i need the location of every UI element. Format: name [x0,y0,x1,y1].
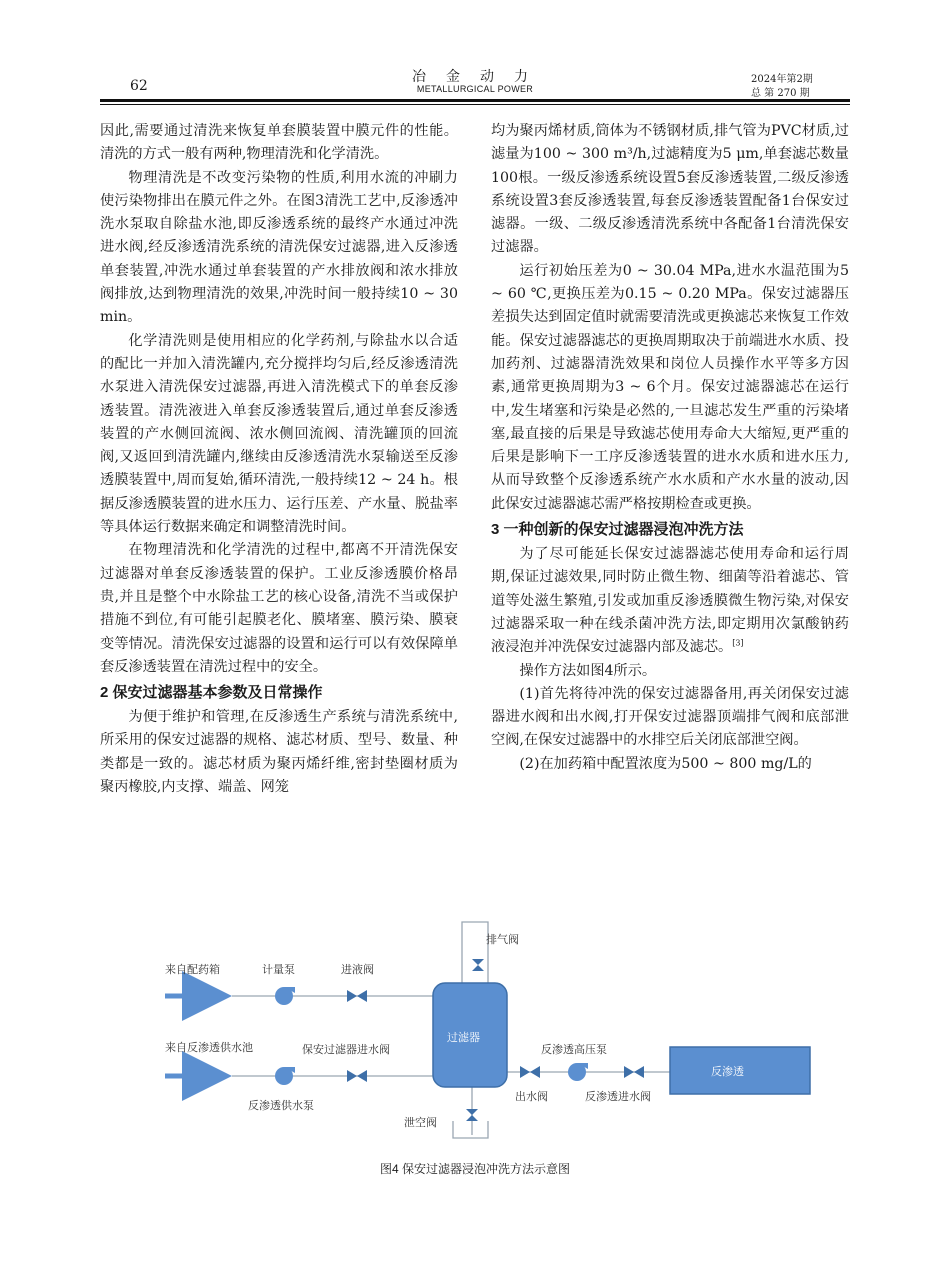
left-column [100,120,458,799]
paragraph: 化学清洗则是使用相应的化学药剂,与除盐水以合适的配比一并加入清洗罐内,充分搅拌均匀后,经反渗透清洗水泵进入清洗保安过滤器,再进入清洗模式下的单套反渗透装置。清洗液进入单套反渗透装置后,通过单套反渗透装置的产水侧回流阀、浓水侧回流阀、清洗罐顶的回流阀,又返回到清洗罐内,继续由反渗透清洗水泵输送至反渗透膜装置中,周而复始,循环清洗,一般持续12 ~ 24 h。根据反渗透膜装置的进水压力、运行压差、产水量、脱盐率等具体运行数据来确定和调整清洗时间。 [100,332,458,536]
flow-diagram [140,905,860,1155]
paragraph: 物理清洗是不改变污染物的性质,利用水流的冲刷力使污染物排出在膜元件之外。在图3清洗工艺中,反渗透冲洗水泵取自除盐水池,即反渗透系统的最终产水通过冲洗进水阀,经反渗透清洗系统的清洗保安过滤器,进入反渗透单套装置,冲洗水通过单套装置的产水排放阀和浓水排放阀排放,达到物理清洗的效果,冲洗时间一般持续10 ~ 30 min。 [100,169,458,326]
label-ro-supply-pump: 反渗透供水泵 [248,1100,314,1112]
paragraph: 因此,需要通过清洗来恢复单套膜装置中膜元件的性能。清洗的方式一般有两种,物理清洗和化学清洗。 [100,123,458,163]
header-rule-thick [100,99,850,102]
filter-inlet-valve-icon [347,1070,367,1082]
ro-hp-pump-icon [568,1063,588,1081]
issue-info: 2024年第2期 [751,74,813,85]
paragraph: (1)首先将待冲洗的保安过滤器备用,再关闭保安过滤器进水阀和出水阀,打开保安过滤器顶端排气阀和底部泄空阀,在保安过滤器中的水排空后关闭底部泄空阀。 [491,685,849,749]
journal-title-en: METALLURGICAL POWER [416,84,534,94]
figure-caption: 图4 保安过滤器浸泡冲洗方法示意图 [379,1162,570,1176]
paragraph: (2)在加药箱中配置浓度为500 ~ 800 mg/L的 [519,755,812,772]
section-heading: 3 一种创新的保安过滤器浸泡冲洗方法 [491,521,744,539]
section-heading: 2 保安过滤器基本参数及日常操作 [100,684,323,702]
label-feed-valve: 进液阀 [341,964,374,976]
page-header [0,0,950,110]
feed-valve-icon [347,990,367,1002]
vent-valve-icon [472,959,484,971]
right-column [491,120,849,776]
paragraph-text: 为了尽可能延长保安过滤器滤芯使用寿命和运行周期,保证过滤效果,同时防止微生物、细菌等沿着滤芯、管道等处滋生繁殖,引发或加重反渗透膜微生物污染,对保安过滤器采取一种在线杀菌冲洗方法,即定期用次氯酸钠药液浸泡并冲洗保安过滤器内部及滤芯。 [491,546,849,656]
label-filter-inlet-valve: 保安过滤器进水阀 [302,1044,390,1056]
page-number: 62 [130,78,148,94]
paragraph [491,543,849,659]
citation-ref: [3] [732,638,744,648]
metering-pump-icon [275,987,295,1005]
issue-total: 总 第 270 期 [751,88,810,99]
journal-title-cn: 冶金动力 [412,69,548,85]
paragraph: 操作方法如图4所示。 [519,662,657,679]
ro-supply-pump-icon [275,1067,295,1085]
ro-inlet-valve-icon [624,1066,644,1078]
label-metering-pump: 计量泵 [262,964,295,976]
paragraph: 均为聚丙烯材质,筒体为不锈钢材质,排气管为PVC材质,过滤量为100 ~ 300 m³/h,过滤精度为5 μm,单套滤芯数量100根。一级反渗透系统设置5套反渗透装置,二级反渗透系统设置3套反渗透装置,每套反渗透装置配备1台保安过滤器。一级、二级反渗透清洗系统中各配备1台清洗保安过滤器。 [491,123,849,256]
label-drain-valve: 泄空阀 [404,1117,437,1129]
label-ro-unit: 反渗透 [711,1066,744,1078]
label-filter: 过滤器 [447,1032,480,1044]
header-rule-thin [100,104,850,105]
label-from-dosing-tank: 来自配药箱 [165,964,220,976]
drain-valve-icon [466,1109,478,1121]
label-vent-valve: 排气阀 [486,934,519,946]
paragraph: 在物理清洗和化学清洗的过程中,都离不开清洗保安过滤器对单套反渗透装置的保护。工业反渗透膜价格昂贵,并且是整个中水除盐工艺的核心设备,清洗不当或保护措施不到位,有可能引起膜老化、膜堵塞、膜污染、膜衰变等情况。清洗保安过滤器的设置和运行可以有效保障单套反渗透装置在清洗过程中的安全。 [100,542,458,675]
outlet-valve-icon [520,1066,540,1078]
label-ro-hp-pump: 反渗透高压泵 [541,1044,607,1056]
figure-4 [140,905,860,1155]
paragraph: 运行初始压差为0 ~ 30.04 MPa,进水水温范围为5 ~ 60 ℃,更换压差为0.15 ~ 0.20 MPa。保安过滤器压差损失达到固定值时就需要清洗或更换滤芯来恢复工作效能。保安过滤器滤芯的更换周期取决于前端进水水质、投加药剂、过滤器清洗效果和岗位人员操作水平等多方因素,通常更换周期为3 ~ 6个月。保安过滤器滤芯在运行中,发生堵塞和污染是必然的,一旦滤芯发生严重的污染堵塞,最直接的后果是导致滤芯使用寿命大大缩短,更严重的后果是影响下一工序反渗透装置的进水水质和进水压力,从而导致整个反渗透系统产水水质和产水水量的波动,因此保安过滤器滤芯需严格按期检查或更换。 [491,262,849,512]
label-ro-inlet-valve: 反渗透进水阀 [585,1091,651,1103]
label-outlet-valve: 出水阀 [515,1091,548,1103]
label-from-ro-supply-tank: 来自反渗透供水池 [165,1042,253,1054]
paragraph: 为便于维护和管理,在反渗透生产系统与清洗系统中,所采用的保安过滤器的规格、滤芯材质、型号、数量、种类都是一致的。滤芯材质为聚丙烯纤维,密封垫圈材质为聚丙橡胶,内支撑、端盖、网笼 [100,709,458,796]
